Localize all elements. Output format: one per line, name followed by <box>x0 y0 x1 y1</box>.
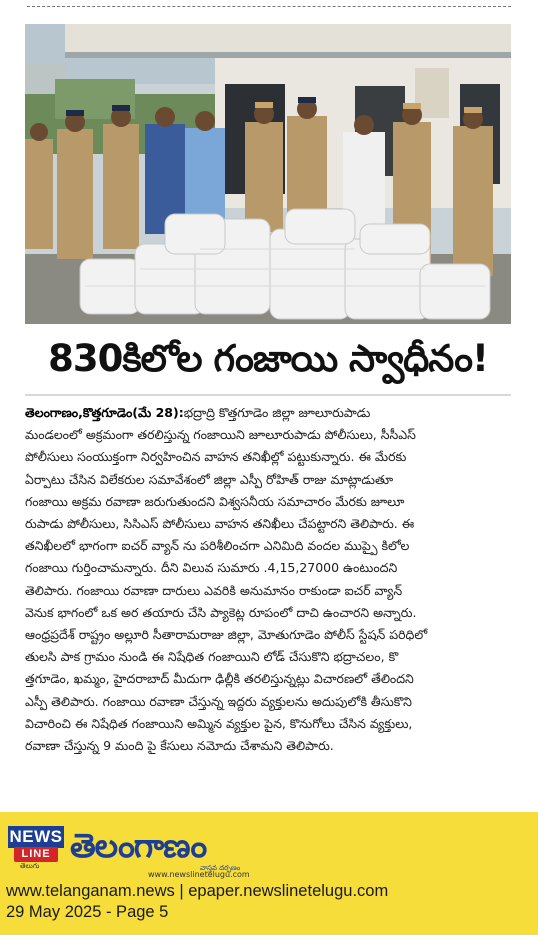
article-line: గంజాయి గుర్తించామన్నారు. దీని విలువ సుమారు .4,15,27000 ఉంటుందని <box>25 560 398 576</box>
article-line: ఎస్పీ తెలిపారు. గంజాయి రవాణా చేస్తున్న ఇద్దరు వ్యక్తులను అదుపులోకి తీసుకొని <box>25 693 412 709</box>
article-line: పోలీసులు సంయుక్తంగా నిర్వహించిన వాహన తనిఖీల్లో పట్టుకున్నారు. ఈ మేరకు <box>25 449 407 465</box>
edition-date: 29 May 2025 - Page 5 <box>6 903 169 921</box>
news-photo <box>25 24 511 324</box>
first-line-text: భద్రాద్రి కొత్తగూడెం జిల్లా జూలూరుపాడు <box>183 405 371 420</box>
top-divider <box>27 6 511 7</box>
newsline-logo[interactable] <box>8 826 64 870</box>
headline-divider <box>25 394 511 396</box>
article-line <box>25 402 513 424</box>
article-line: తనిఖీలలో భాగంగా ఐచర్ వ్యాన్ ను పరిశీలించగా ఎనిమిది వందల ముప్పై కిలోల <box>25 538 410 554</box>
article-line: ఆంధ్రప్రదేశ్ రాష్ట్రం అల్లూరి సీతారామరాజు జిల్లా, మోతుగూడెం పోలీస్ స్టేషన్ పరిధిలో <box>25 627 428 643</box>
article-line: గంజాయి అక్రమ రవాణా జరుగుతుందని విశ్వసనీయ సమాచారం మేరకు జూలూ <box>25 493 405 509</box>
article-line: వెనుక భాగంలో ఒక అర తయారు చేసి ప్యాకెట్ల రూపంలో దాచి ఉంచారని అన్నారు. <box>25 604 417 620</box>
article-body <box>25 402 513 757</box>
article-line: తులసి పాక గ్రామం నుండి ఈ నిషేధిత గంజాయిని లోడ్ చేసుకొని భద్రాచలం, కొ <box>25 649 399 665</box>
article-line: తెలిపారు. గంజాయి రవాణా దారులు ఎవరికి అనుమానం రాకుండా ఐచర్ వ్యాన్ <box>25 582 403 598</box>
epaper-link[interactable]: epaper.newslinetelugu.com <box>188 882 389 900</box>
footer-links <box>6 882 388 901</box>
headline <box>25 334 511 392</box>
logo-subtitle: తెలుగు <box>20 862 40 870</box>
article-line: విచారించి ఈ నిషేధిత గంజాయిని అమ్మిన వ్యక్తుల పైన, కొనుగోలు చేసిన వ్యక్తులు, <box>25 715 413 731</box>
dateline: తెలంగాణం,కొత్తగూడెం(మే 28): <box>25 405 184 420</box>
headline-text: 830కిలోల గంజాయి స్వాధీనం! <box>48 337 488 380</box>
article-line: రుపాడు పోలీసులు, సిసిఎస్ పోలీసులు వాహన తనిఖీలు చేపట్టారని తెలిపారు. ఈ <box>25 516 415 532</box>
brand-name: తెలంగాణం <box>70 826 207 865</box>
site-link[interactable]: www.telanganam.news <box>6 882 175 900</box>
footer-banner <box>0 812 538 935</box>
brand-tagline: వాస్తవ దర్పణం <box>200 864 241 872</box>
article-line: త్తగూడెం, ఖమ్మం, హైదరాబాద్ మీదుగా ఢిల్లీకి తరలిస్తున్నట్లు విచారణలో తేలిందని <box>25 671 414 687</box>
police-seizure-photo-icon <box>25 24 511 324</box>
article-line: రవాణా చేస్తున్న 9 మంది పై కేసులు నమోదు చేశామని తెలిపారు. <box>25 738 334 754</box>
brand-url: www.newslinetelugu.com <box>148 870 250 879</box>
article-line: మండలంలో అక్రమంగా తరలిస్తున్న గంజాయిని జూలూరుపాడు పోలీసులు, సీసీఎస్ <box>25 427 416 443</box>
logo-line-text: LINE <box>14 847 58 862</box>
logo-news-text: NEWS <box>9 827 63 846</box>
article-line: ఏర్పాటు చేసిన విలేకరుల సమావేశంలో జిల్లా ఎస్పీ రోహిత్ రాజు మాట్లాడుతూ <box>25 471 394 487</box>
link-separator: | <box>174 882 189 900</box>
